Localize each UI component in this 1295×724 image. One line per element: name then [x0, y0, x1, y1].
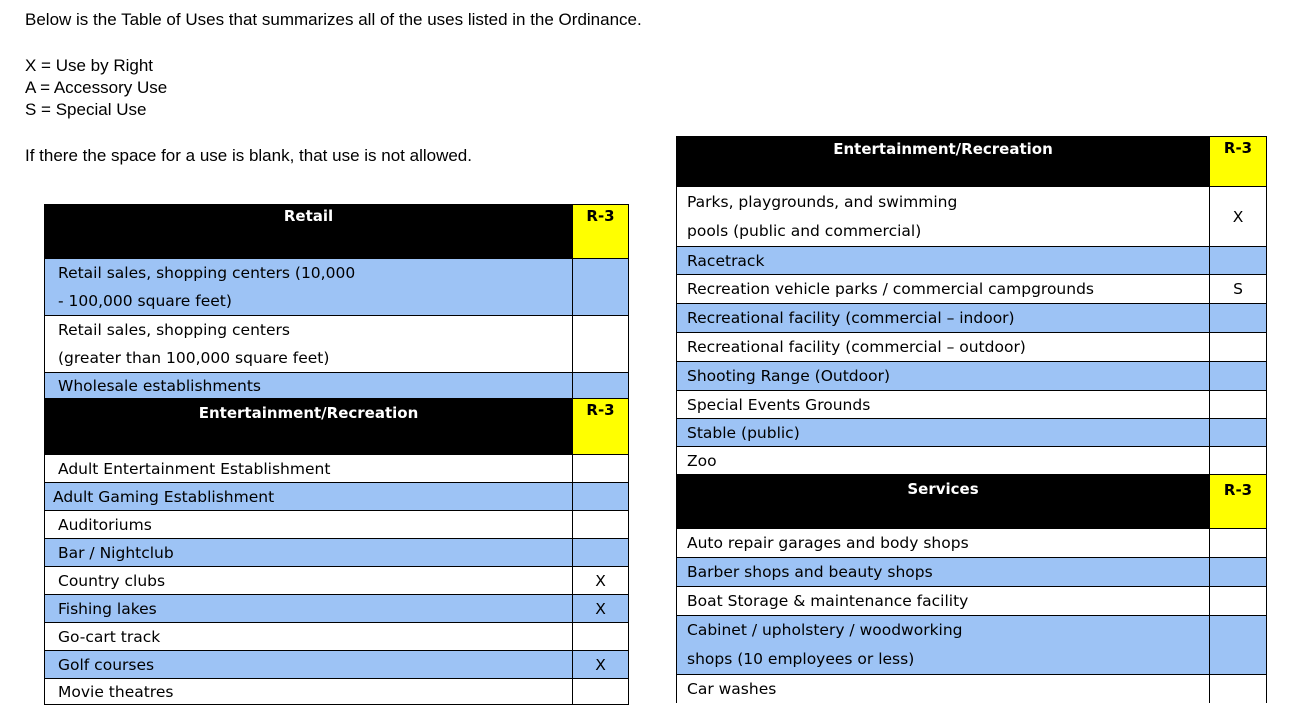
use-r3-value	[573, 511, 629, 539]
use-r3-value	[1210, 558, 1267, 587]
services-r3-header: R-3	[1210, 475, 1267, 529]
use-r3-value	[1210, 675, 1267, 703]
entertainment-header-spacer	[677, 161, 1210, 187]
table-row	[45, 511, 629, 539]
use-r3-value	[573, 373, 629, 399]
use-r3-value	[573, 679, 629, 705]
use-r3-value	[1210, 362, 1267, 391]
table-row	[45, 567, 629, 595]
blank-note: If there the space for a use is blank, that use is not allowed.	[25, 146, 472, 165]
use-name: Country clubs	[45, 567, 573, 595]
use-name: Bar / Nightclub	[45, 539, 573, 567]
table-row	[677, 587, 1267, 616]
use-name: Auditoriums	[45, 511, 573, 539]
use-name: Racetrack	[677, 247, 1210, 275]
table-row	[677, 304, 1267, 333]
entertainment-r3-header: R-3	[1210, 137, 1267, 187]
use-name: Movie theatres	[45, 679, 573, 705]
legend-accessory: A = Accessory Use	[25, 78, 168, 97]
table-row	[45, 651, 629, 679]
right-use-table	[676, 136, 1267, 703]
table-row	[45, 595, 629, 623]
table-row	[45, 455, 629, 483]
table-row	[677, 391, 1267, 419]
use-name: Barber shops and beauty shops	[677, 558, 1210, 587]
use-r3-value	[573, 455, 629, 483]
table-row	[677, 447, 1267, 475]
retail-r3-header: R-3	[573, 205, 629, 259]
use-name: Car washes	[677, 675, 1210, 703]
use-r3-value	[573, 539, 629, 567]
use-r3-value	[1210, 333, 1267, 362]
table-row	[677, 529, 1267, 558]
table-row	[677, 333, 1267, 362]
use-name: Retail sales, shopping centers (greater than 100,000 square feet)	[45, 316, 573, 373]
legend-by-right: X = Use by Right	[25, 56, 154, 75]
table-row	[677, 362, 1267, 391]
legend-special: S = Special Use	[25, 100, 147, 119]
table-row	[677, 675, 1267, 703]
use-r3-value	[1210, 391, 1267, 419]
use-r3-value: X	[573, 651, 629, 679]
use-name: Shooting Range (Outdoor)	[677, 362, 1210, 391]
use-name: Cabinet / upholstery / woodworking shops (10 employees or less)	[677, 616, 1210, 675]
use-r3-value	[1210, 247, 1267, 275]
services-header: Services	[677, 475, 1210, 503]
use-name: Retail sales, shopping centers (10,000 - 100,000 square feet)	[45, 259, 573, 316]
use-r3-value	[1210, 587, 1267, 616]
intro-sentence: Below is the Table of Uses that summarizes all of the uses listed in the Ordinance.	[25, 10, 642, 29]
table-row	[45, 539, 629, 567]
use-name: Stable (public)	[677, 419, 1210, 447]
use-name: Special Events Grounds	[677, 391, 1210, 419]
table-row	[45, 316, 629, 373]
use-name: Parks, playgrounds, and swimming pools (public and commercial)	[677, 187, 1210, 247]
retail-header: Retail	[45, 205, 573, 227]
entertainment-header-spacer	[45, 427, 573, 455]
table-row	[45, 259, 629, 316]
services-header-spacer	[677, 503, 1210, 529]
table-row	[45, 483, 629, 511]
use-name: Recreation vehicle parks / commercial campgrounds	[677, 275, 1210, 304]
use-r3-value	[1210, 616, 1267, 675]
use-name: Adult Gaming Establishment	[45, 483, 573, 511]
use-name: Recreational facility (commercial – indoor)	[677, 304, 1210, 333]
use-r3-value: X	[573, 567, 629, 595]
use-name: Adult Entertainment Establishment	[45, 455, 573, 483]
use-name: Golf courses	[45, 651, 573, 679]
use-r3-value	[1210, 304, 1267, 333]
entertainment-header: Entertainment/Recreation	[677, 137, 1210, 161]
use-name: Boat Storage & maintenance facility	[677, 587, 1210, 616]
left-use-table	[44, 204, 629, 705]
use-name: Recreational facility (commercial – outdoor)	[677, 333, 1210, 362]
use-r3-value	[573, 623, 629, 651]
use-name: Fishing lakes	[45, 595, 573, 623]
use-r3-value	[1210, 529, 1267, 558]
table-row	[45, 623, 629, 651]
entertainment-r3-header: R-3	[573, 399, 629, 455]
use-name: Zoo	[677, 447, 1210, 475]
table-row	[677, 419, 1267, 447]
use-name: Auto repair garages and body shops	[677, 529, 1210, 558]
use-r3-value	[573, 483, 629, 511]
use-r3-value: S	[1210, 275, 1267, 304]
use-r3-value: X	[573, 595, 629, 623]
table-row	[677, 616, 1267, 675]
use-r3-value	[1210, 419, 1267, 447]
table-row	[45, 679, 629, 705]
use-name: Wholesale establishments	[45, 373, 573, 399]
use-r3-value	[1210, 447, 1267, 475]
use-r3-value: X	[1210, 187, 1267, 247]
retail-header-spacer	[45, 227, 573, 259]
table-row	[677, 275, 1267, 304]
use-r3-value	[573, 259, 629, 316]
table-row	[677, 187, 1267, 247]
table-row	[677, 247, 1267, 275]
table-row	[677, 558, 1267, 587]
use-name: Go-cart track	[45, 623, 573, 651]
entertainment-header: Entertainment/Recreation	[45, 399, 573, 427]
use-r3-value	[573, 316, 629, 373]
table-row	[45, 373, 629, 399]
